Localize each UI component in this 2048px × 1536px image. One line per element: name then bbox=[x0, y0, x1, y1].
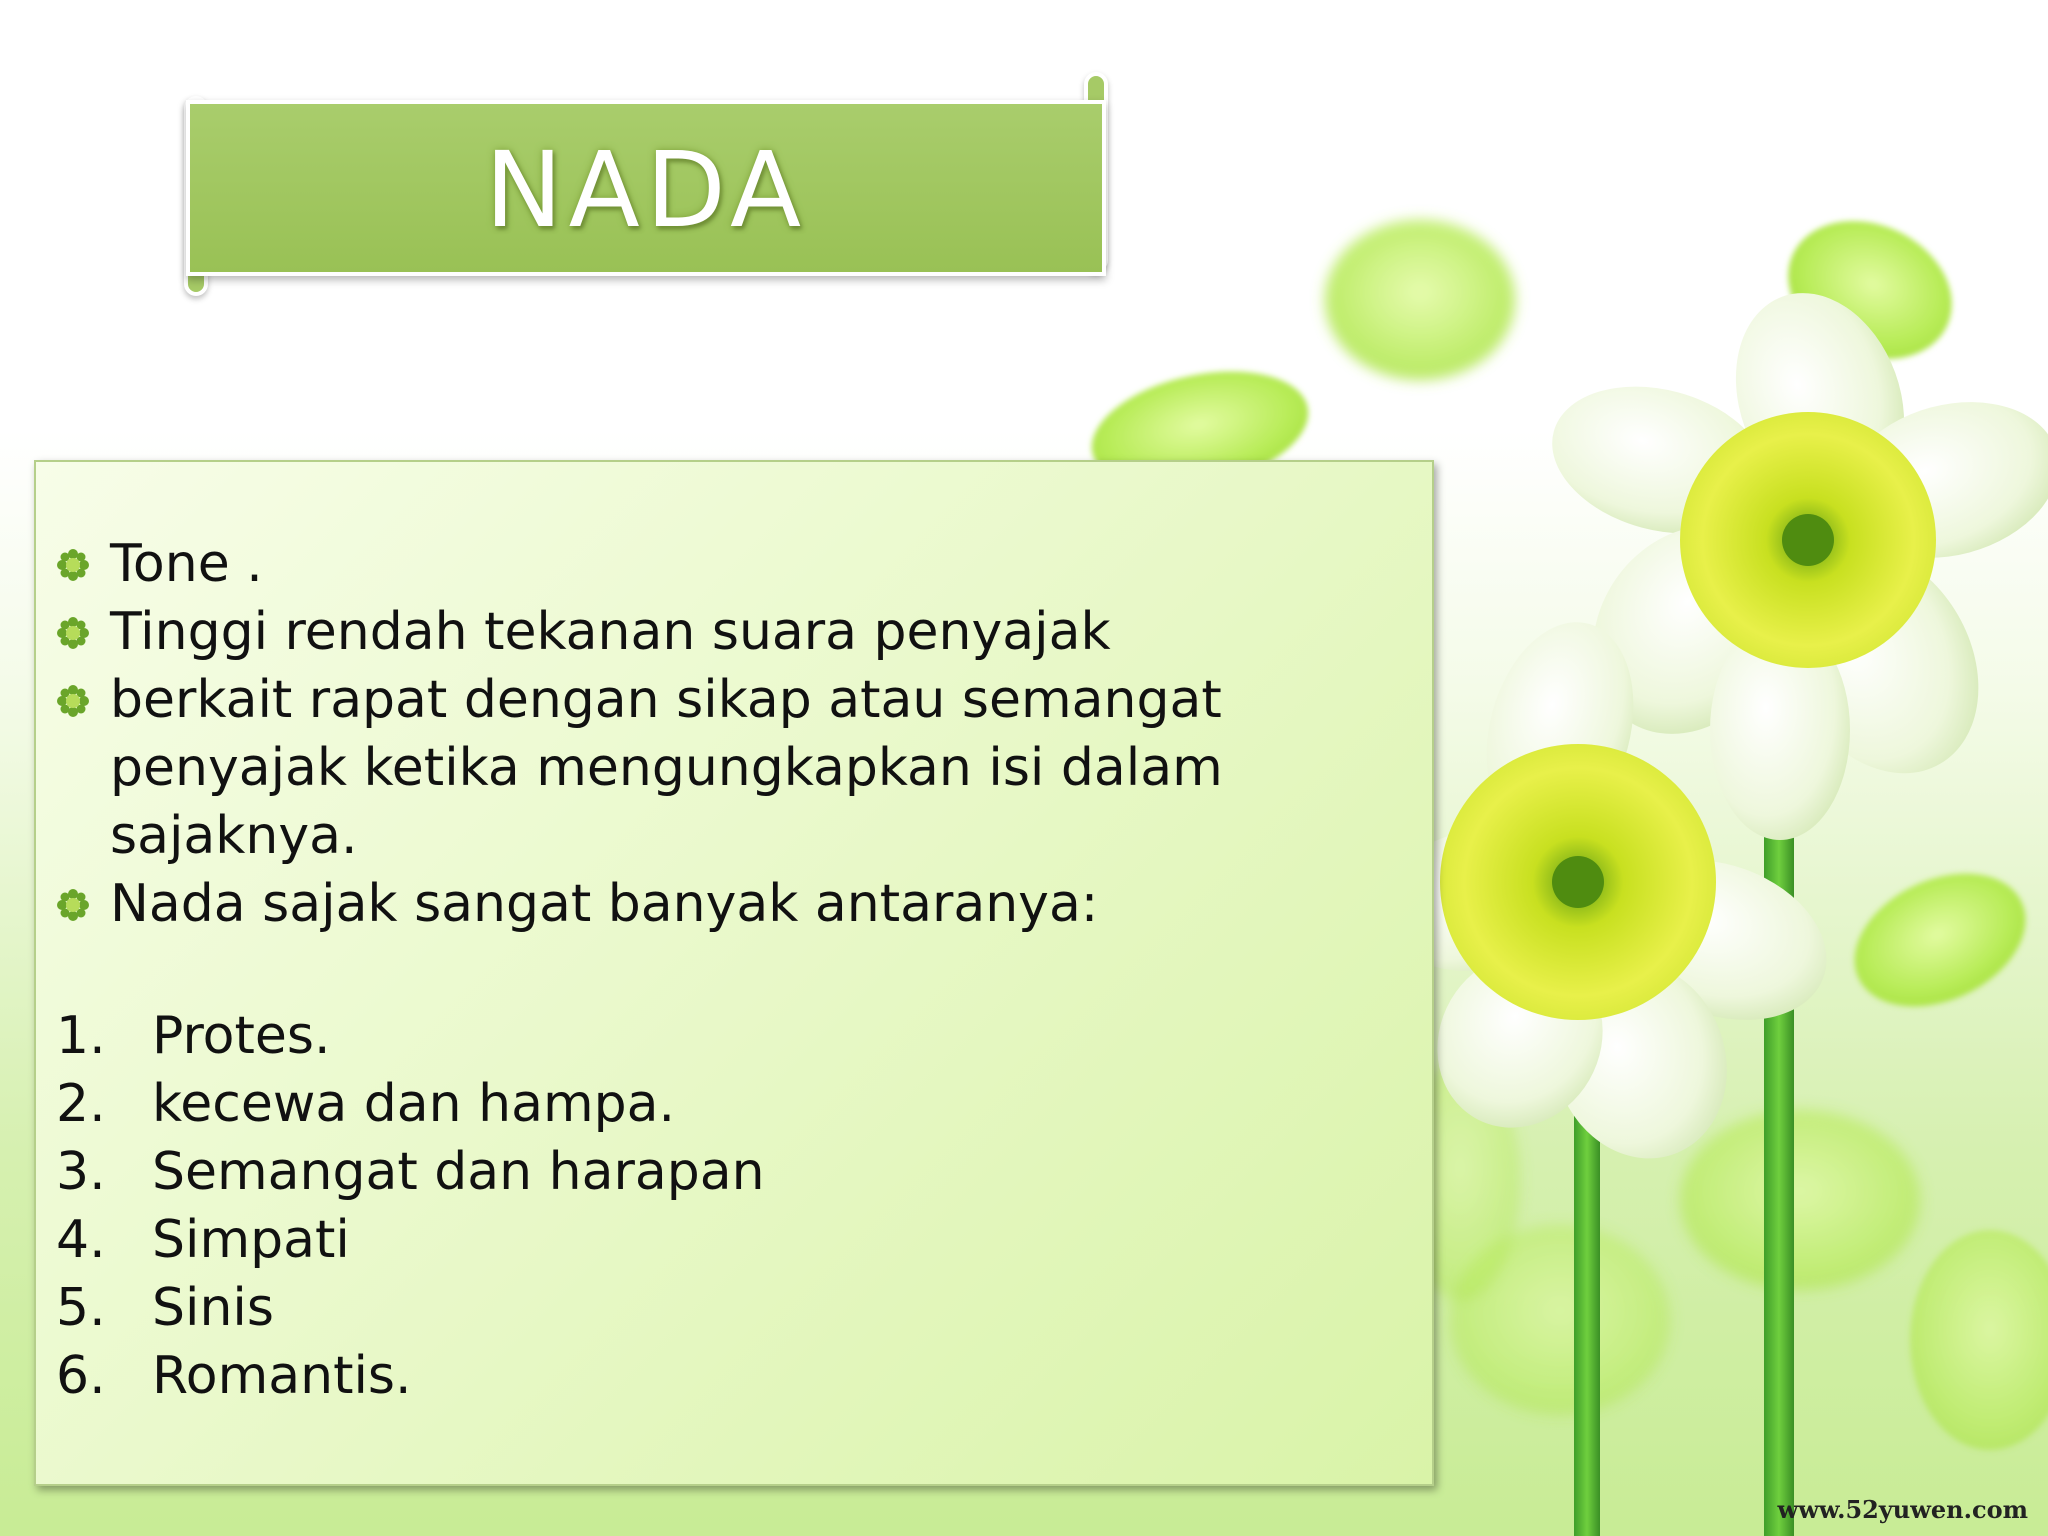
list-item bbox=[56, 1342, 1416, 1410]
list-text: Protes. bbox=[152, 1006, 331, 1066]
green-flower-bullet-icon bbox=[56, 548, 90, 582]
bullet-list bbox=[56, 530, 1416, 938]
list-item bbox=[56, 1206, 1416, 1274]
list-text: Romantis. bbox=[152, 1346, 412, 1406]
bullet-text: Nada sajak sangat banyak antaranya: bbox=[110, 874, 1099, 934]
list-text: Simpati bbox=[152, 1210, 350, 1270]
bullet-item bbox=[56, 870, 1416, 938]
page-title: NADA bbox=[484, 129, 808, 251]
content-box bbox=[34, 460, 1434, 1486]
list-text: Semangat dan harapan bbox=[152, 1142, 765, 1202]
numbered-list bbox=[56, 1002, 1416, 1410]
bullet-text: Tone . bbox=[110, 534, 263, 594]
list-text: kecewa dan hampa. bbox=[152, 1074, 675, 1134]
list-number: 4. bbox=[56, 1210, 106, 1270]
bullet-item bbox=[56, 666, 1416, 870]
list-item bbox=[56, 1138, 1416, 1206]
list-text: Sinis bbox=[152, 1278, 274, 1338]
list-number: 2. bbox=[56, 1074, 106, 1134]
watermark: www.52yuwen.com bbox=[1777, 1495, 2028, 1524]
title-banner bbox=[186, 100, 1106, 276]
bullet-text: berkait rapat dengan sikap atau semangat penyajak ketika mengungkapkan isi dalam sajaknya. bbox=[110, 670, 1223, 866]
list-item bbox=[56, 1002, 1416, 1070]
green-flower-bullet-icon bbox=[56, 684, 90, 718]
bullet-item bbox=[56, 530, 1416, 598]
bullet-item bbox=[56, 598, 1416, 666]
list-item bbox=[56, 1070, 1416, 1138]
green-flower-bullet-icon bbox=[56, 616, 90, 650]
list-number: 6. bbox=[56, 1346, 106, 1406]
green-flower-bullet-icon bbox=[56, 888, 90, 922]
list-number: 5. bbox=[56, 1278, 106, 1338]
list-number: 3. bbox=[56, 1142, 106, 1202]
list-item bbox=[56, 1274, 1416, 1342]
bullet-text: Tinggi rendah tekanan suara penyajak bbox=[110, 602, 1111, 662]
list-number: 1. bbox=[56, 1006, 106, 1066]
